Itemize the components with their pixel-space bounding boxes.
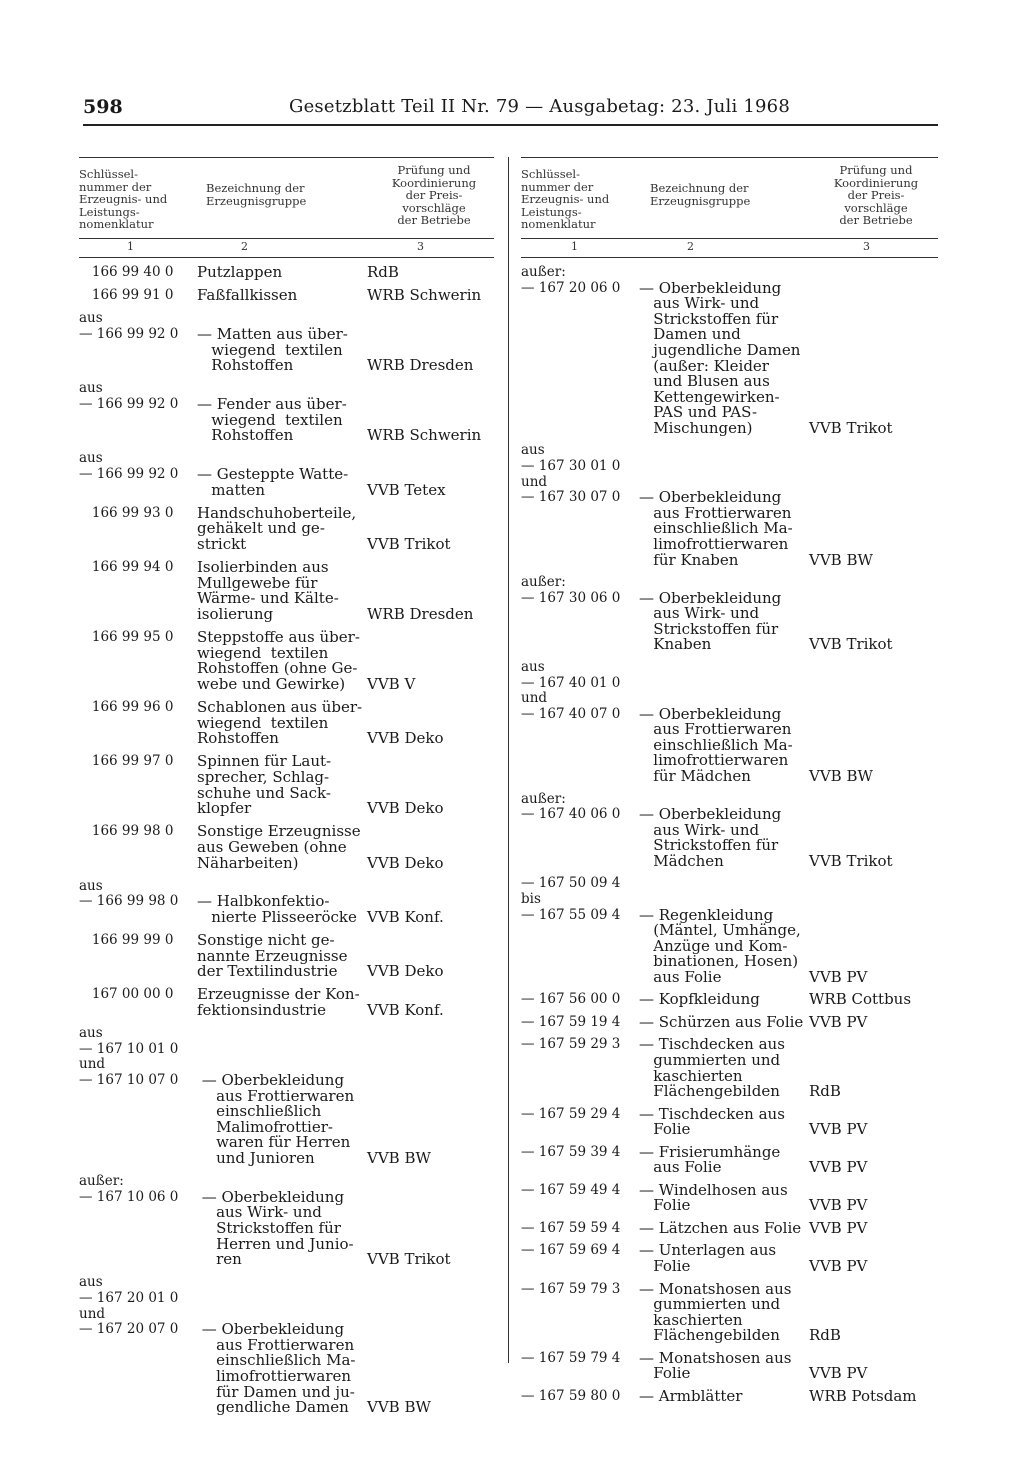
entry-description: — Oberbekleidung aus Wirk- und Strickstoffen für Damen und jugendliche Damen (außer: Kleider und Blusen aus Kettengewirken- PAS und PAS- Mischungen) <box>639 278 801 437</box>
entry-description: — Oberbekleidung aus Wirk- und Strickstoffen für Knaben <box>639 588 782 654</box>
table-row <box>521 1218 938 1237</box>
entry-description: — Oberbekleidung aus Frottierwaren einschließlich Ma- limofrottierwaren für Knaben <box>639 488 793 569</box>
col-num-3: 3 <box>417 240 424 253</box>
entry-authority: VVB PV <box>809 1120 868 1139</box>
entry-code: — 167 59 69 4 <box>521 1242 621 1259</box>
entry-authority: RdB <box>367 263 399 281</box>
entry-authority: VVB BW <box>367 1398 431 1417</box>
header-col-authority: Prüfung und Koordinierung der Preis- vorschläge der Betriebe <box>833 163 919 227</box>
table-row <box>521 443 938 568</box>
header-col-description: Bezeichnung der Erzeugnisgruppe <box>206 181 307 208</box>
entry-description: — Halbkonfektio- nierte Plisseeröcke <box>197 892 357 926</box>
entry-authority: VVB Konf. <box>367 1001 444 1020</box>
right-table <box>521 157 938 1405</box>
entry-authority: WRB Schwerin <box>367 426 482 445</box>
entry-authority: VVB BW <box>809 550 873 569</box>
table-row <box>521 1037 938 1099</box>
entry-authority: VVB PV <box>809 1257 868 1276</box>
page-header <box>83 96 938 124</box>
table-row <box>79 265 494 281</box>
table-row <box>79 381 494 443</box>
table-row <box>521 660 938 785</box>
entry-authority: VVB Trikot <box>809 635 893 654</box>
entry-description: — Matten aus über- wiegend textilen Rohstoffen <box>197 324 348 375</box>
table-row <box>521 1104 938 1139</box>
entry-code: aus — 166 99 92 0 <box>79 450 179 482</box>
entry-authority: VVB BW <box>809 767 873 786</box>
entry-description: Handschuhoberteile, gehäkelt und ge- strickt <box>197 503 357 553</box>
entry-authority: VVB PV <box>809 1012 868 1031</box>
table-row <box>521 1180 938 1215</box>
entry-code: aus — 166 99 92 0 <box>79 310 179 342</box>
entry-authority: VVB PV <box>809 1196 868 1215</box>
table-row <box>79 1026 494 1166</box>
entry-code: 166 99 96 0 <box>79 699 174 715</box>
table-row <box>79 288 494 304</box>
entry-code: — 167 59 49 4 <box>521 1181 621 1198</box>
table-header <box>79 157 494 239</box>
table-row <box>79 700 494 747</box>
left-entries <box>79 265 494 1423</box>
entry-authority: VVB Deko <box>367 853 444 872</box>
entry-code: außer: — 167 10 06 0 <box>79 1173 179 1205</box>
col-num-2: 2 <box>241 240 248 253</box>
entry-authority: VVB BW <box>367 1149 431 1167</box>
right-entries <box>521 265 938 1411</box>
header-col-code: Schlüssel- nummer der Erzeugnis- und Leistungs- nomenklatur <box>521 167 610 231</box>
entry-description: Putzlappen <box>197 263 283 281</box>
entry-authority: VVB V <box>367 674 416 693</box>
table-row <box>521 992 938 1008</box>
entry-description: — Armblätter <box>639 1386 743 1405</box>
entry-code: aus — 167 20 01 0 und — 167 20 07 0 <box>79 1274 179 1338</box>
table-row <box>521 1279 938 1345</box>
entry-description: — Kopfkleidung <box>639 990 760 1009</box>
entry-description: Isolierbinden aus Mullgewebe für Wärme- und Kälte- isolierung <box>197 558 339 623</box>
entry-authority: WRB Cottbus <box>809 990 912 1009</box>
table-row <box>79 824 494 871</box>
table-row <box>521 1386 938 1405</box>
entry-authority: VVB Tetex <box>367 480 446 499</box>
table-row <box>79 1275 494 1415</box>
table-row <box>521 876 938 985</box>
col-num-1: 1 <box>571 240 578 253</box>
entry-authority: VVB Trikot <box>809 418 893 437</box>
entry-code: aus — 166 99 92 0 <box>79 380 179 412</box>
entry-code: 167 00 00 0 <box>79 986 174 1003</box>
table-row <box>521 1348 938 1383</box>
table-row <box>79 311 494 373</box>
entry-authority: VVB PV <box>809 1364 868 1383</box>
header-rule <box>83 124 938 126</box>
col-num-2: 2 <box>687 240 694 253</box>
table-row <box>79 754 494 816</box>
entry-description: — Unterlagen aus Folie <box>639 1241 777 1276</box>
entry-code: — 167 59 79 3 <box>521 1280 621 1297</box>
entry-authority: VVB Trikot <box>367 534 451 553</box>
entry-description: — Tischdecken aus gummierten und kaschierten Flächengebilden <box>639 1035 785 1101</box>
entry-description: — Fender aus über- wiegend textilen Rohstoffen <box>197 394 347 445</box>
entry-code: — 167 59 19 4 <box>521 1013 621 1030</box>
table-row <box>521 575 938 653</box>
entry-code: 166 99 93 0 <box>79 504 174 521</box>
table-row <box>79 630 494 692</box>
table-row <box>521 265 938 437</box>
entry-description: — Frisierumhänge aus Folie <box>639 1142 781 1177</box>
table-row <box>521 1012 938 1031</box>
entry-description: — Oberbekleidung aus Frottierwaren einschließlich Ma- limofrottierwaren für Mädchen <box>639 704 793 786</box>
entry-description: — Monatshosen aus Folie <box>639 1348 792 1383</box>
entry-code: aus — 167 30 01 0 und — 167 30 07 0 <box>521 442 621 506</box>
entry-description: — Gesteppte Watte- matten <box>197 464 349 499</box>
entry-authority: WRB Potsdam <box>809 1386 917 1405</box>
entry-description: — Schürzen aus Folie <box>639 1012 804 1031</box>
page-number: 598 <box>83 96 123 118</box>
entry-description: Faßfallkissen <box>197 286 298 305</box>
left-table <box>79 157 494 1417</box>
entry-code: 166 99 99 0 <box>79 932 174 949</box>
entry-code: außer: — 167 20 06 0 <box>521 264 621 296</box>
entry-authority: VVB Deko <box>367 729 444 748</box>
table-row <box>79 451 494 498</box>
entry-code: — 167 59 39 4 <box>521 1143 621 1160</box>
entry-description: — Lätzchen aus Folie <box>639 1218 802 1237</box>
entry-authority: WRB Dresden <box>367 604 474 623</box>
entry-description: — Oberbekleidung aus Frottierwaren einschließlich Ma- limofrottierwaren für Damen und ju- gendliche Damen <box>201 1320 356 1417</box>
column-numbers <box>79 237 494 258</box>
entry-code: 166 99 40 0 <box>79 264 174 280</box>
entry-code: aus — 167 10 01 0 und — 167 10 07 0 <box>79 1025 179 1089</box>
entry-code: aus — 166 99 98 0 <box>79 877 179 910</box>
entry-code: — 167 59 80 0 <box>521 1387 621 1404</box>
table-row <box>521 1243 938 1274</box>
page-title: Gesetzblatt Teil II Nr. 79 — Ausgabetag: 23. Juli 1968 <box>289 96 790 117</box>
entry-code: — 167 50 09 4 bis — 167 55 09 4 <box>521 875 621 923</box>
entry-authority: VVB Trikot <box>367 1250 451 1269</box>
entry-code: — 167 59 79 4 <box>521 1349 621 1366</box>
entry-authority: VVB PV <box>809 967 868 986</box>
column-numbers <box>521 237 938 258</box>
entry-authority: RdB <box>809 1326 841 1345</box>
entry-code: außer: — 167 30 06 0 <box>521 574 621 606</box>
column-separator <box>508 157 509 1363</box>
entry-code: außer: — 167 40 06 0 <box>521 790 621 823</box>
entry-description: Erzeugnisse der Kon- fektionsindustrie <box>197 985 360 1020</box>
entry-authority: VVB PV <box>809 1158 868 1177</box>
entry-code: 166 99 94 0 <box>79 559 174 576</box>
entry-description: — Monatshosen aus gummierten und kaschierten Flächengebilden <box>639 1279 792 1345</box>
entry-code: — 167 59 29 3 <box>521 1036 621 1053</box>
table-row <box>521 792 938 870</box>
header-col-code: Schlüssel- nummer der Erzeugnis- und Leistungs- nomenklatur <box>79 167 168 231</box>
entry-code: 166 99 95 0 <box>79 629 174 646</box>
table-header <box>521 157 938 239</box>
header-col-authority: Prüfung und Koordinierung der Preis- vorschläge der Betriebe <box>391 163 477 227</box>
col-num-3: 3 <box>863 240 870 253</box>
table-row <box>79 987 494 1018</box>
entry-description: — Regenkleidung (Mäntel, Umhänge, Anzüge und Kom- binationen, Hosen) aus Folie <box>639 905 801 986</box>
entry-authority: VVB Trikot <box>809 851 893 870</box>
entry-description: — Oberbekleidung aus Frottierwaren einschließlich Malimofrottier- waren für Herren und Junioren <box>201 1071 355 1167</box>
entry-authority: RdB <box>809 1082 841 1101</box>
table-row <box>521 1142 938 1177</box>
table-row <box>79 879 494 926</box>
entry-code: 166 99 97 0 <box>79 753 174 770</box>
col-num-1: 1 <box>127 240 134 253</box>
entry-description: Steppstoffe aus über- wiegend textilen Rohstoffen (ohne Ge- webe und Gewirke) <box>197 628 360 693</box>
entry-description: Sonstige nicht ge- nannte Erzeugnisse der Textilindustrie <box>197 931 348 981</box>
entry-description: — Oberbekleidung aus Wirk- und Strickstoffen für Herren und Junio- ren <box>201 1187 354 1269</box>
entry-authority: VVB Konf. <box>367 907 444 926</box>
table-row <box>79 933 494 980</box>
table-row <box>79 560 494 622</box>
table-row <box>79 503 494 553</box>
entry-description: Sonstige Erzeugnisse aus Geweben (ohne Näharbeiten) <box>197 822 361 872</box>
entry-code: — 167 56 00 0 <box>521 991 621 1008</box>
entry-code: 166 99 98 0 <box>79 823 174 840</box>
entry-authority: VVB Deko <box>367 962 444 981</box>
table-row <box>79 1174 494 1268</box>
entry-authority: VVB Deko <box>367 799 444 818</box>
entry-code: — 167 59 29 4 <box>521 1105 621 1122</box>
entry-description: — Tischdecken aus Folie <box>639 1104 785 1139</box>
entry-description: — Oberbekleidung aus Wirk- und Strickstoffen für Mädchen <box>639 805 782 870</box>
entry-code: — 167 59 59 4 <box>521 1219 621 1236</box>
entry-authority: WRB Schwerin <box>367 286 482 305</box>
entry-authority: WRB Dresden <box>367 356 474 375</box>
entry-code: aus — 167 40 01 0 und — 167 40 07 0 <box>521 658 621 722</box>
entry-description: — Windelhosen aus Folie <box>639 1180 788 1215</box>
entry-description: Schablonen aus über- wiegend textilen Rohstoffen <box>197 698 363 748</box>
entry-authority: VVB PV <box>809 1218 868 1237</box>
header-col-description: Bezeichnung der Erzeugnisgruppe <box>650 181 751 208</box>
entry-description: Spinnen für Laut- sprecher, Schlag- schuhe und Sack- klopfer <box>197 752 332 818</box>
entry-code: 166 99 91 0 <box>79 287 174 304</box>
